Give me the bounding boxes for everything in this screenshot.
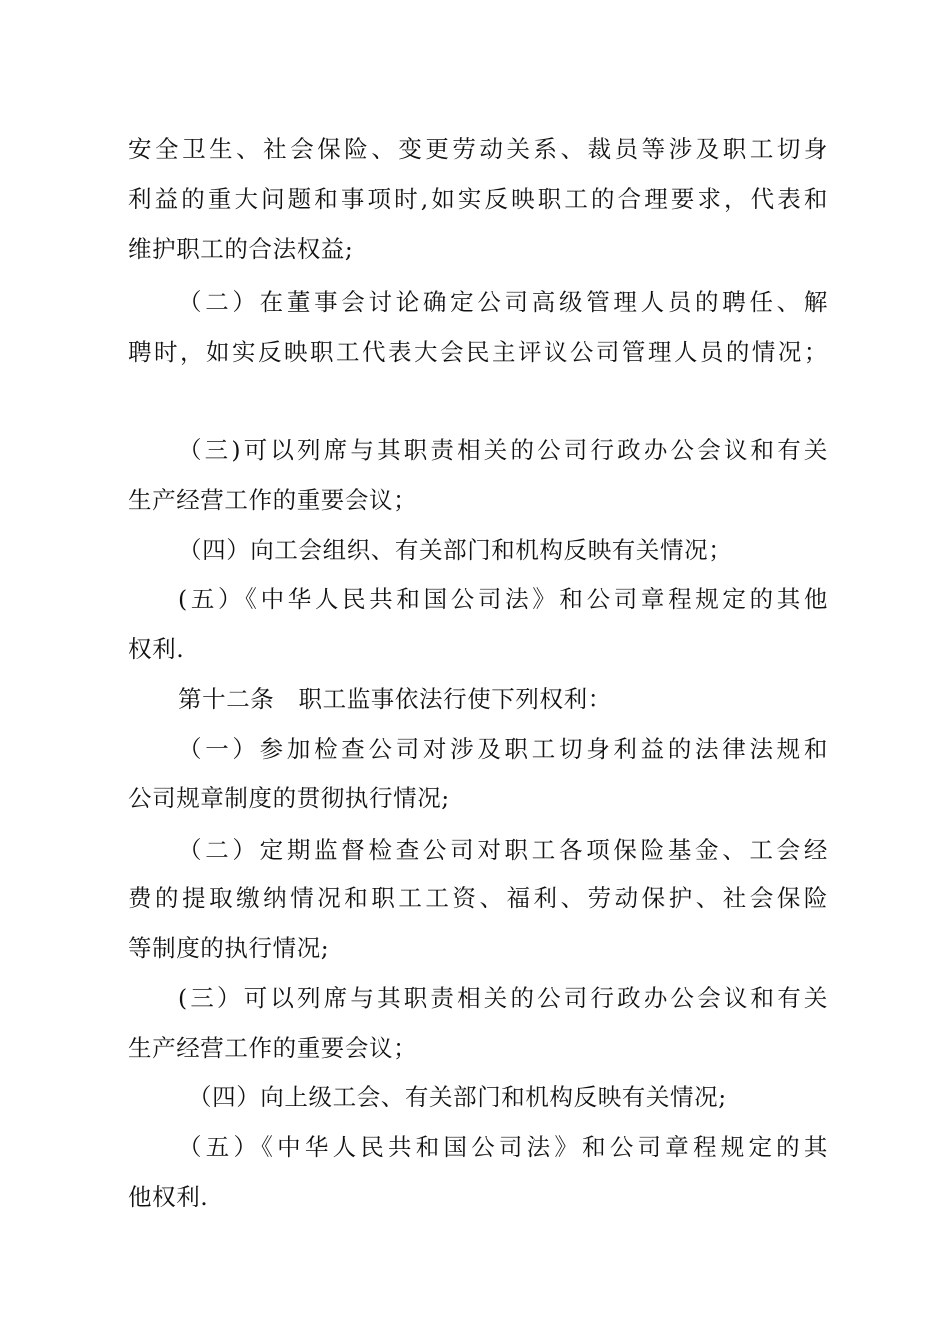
text-line: (五）《中华人民共和国公司法》和公司章程规定的其他: [178, 585, 828, 613]
text-line: （五）《中华人民共和国公司法》和公司章程规定的其: [178, 1133, 828, 1161]
text-line: （一）参加检查公司对涉及职工切身利益的法律法规和: [178, 735, 828, 763]
text-line: （四）向上级工会、有关部门和机构反映有关情况;: [188, 1083, 727, 1111]
text-line: （二）定期监督检查公司对职工各项保险基金、工会经: [178, 836, 828, 864]
text-line: 聘时，如实反映职工代表大会民主评议公司管理人员的情况；: [128, 338, 828, 366]
text-line: 维护职工的合法权益;: [128, 235, 354, 263]
text-line: 生产经营工作的重要会议；: [128, 486, 418, 514]
text-line: 等制度的执行情况;: [128, 934, 330, 962]
text-line: 费的提取缴纳情况和职工工资、福利、劳动保护、社会保险: [128, 884, 828, 912]
text-line: （三)可以列席与其职责相关的公司行政办公会议和有关: [178, 436, 828, 464]
text-line: 安全卫生、社会保险、变更劳动关系、裁员等涉及职工切身: [128, 135, 828, 163]
section-heading: 第十二条 职工监事依法行使下列权利：: [178, 685, 612, 713]
text-line: （四）向工会组织、有关部门和机构反映有关情况；: [178, 536, 733, 564]
text-line: 他权利.: [128, 1183, 209, 1211]
text-line: 利益的重大问题和事项时,如实反映职工的合理要求，代表和: [128, 185, 828, 213]
text-line: 权利.: [128, 635, 185, 663]
text-line: 生产经营工作的重要会议；: [128, 1034, 418, 1062]
text-line: （二）在董事会讨论确定公司高级管理人员的聘任、解: [178, 288, 828, 316]
text-line: (三）可以列席与其职责相关的公司行政办公会议和有关: [178, 984, 828, 1012]
text-line: 公司规章制度的贯彻执行情况;: [128, 784, 450, 812]
